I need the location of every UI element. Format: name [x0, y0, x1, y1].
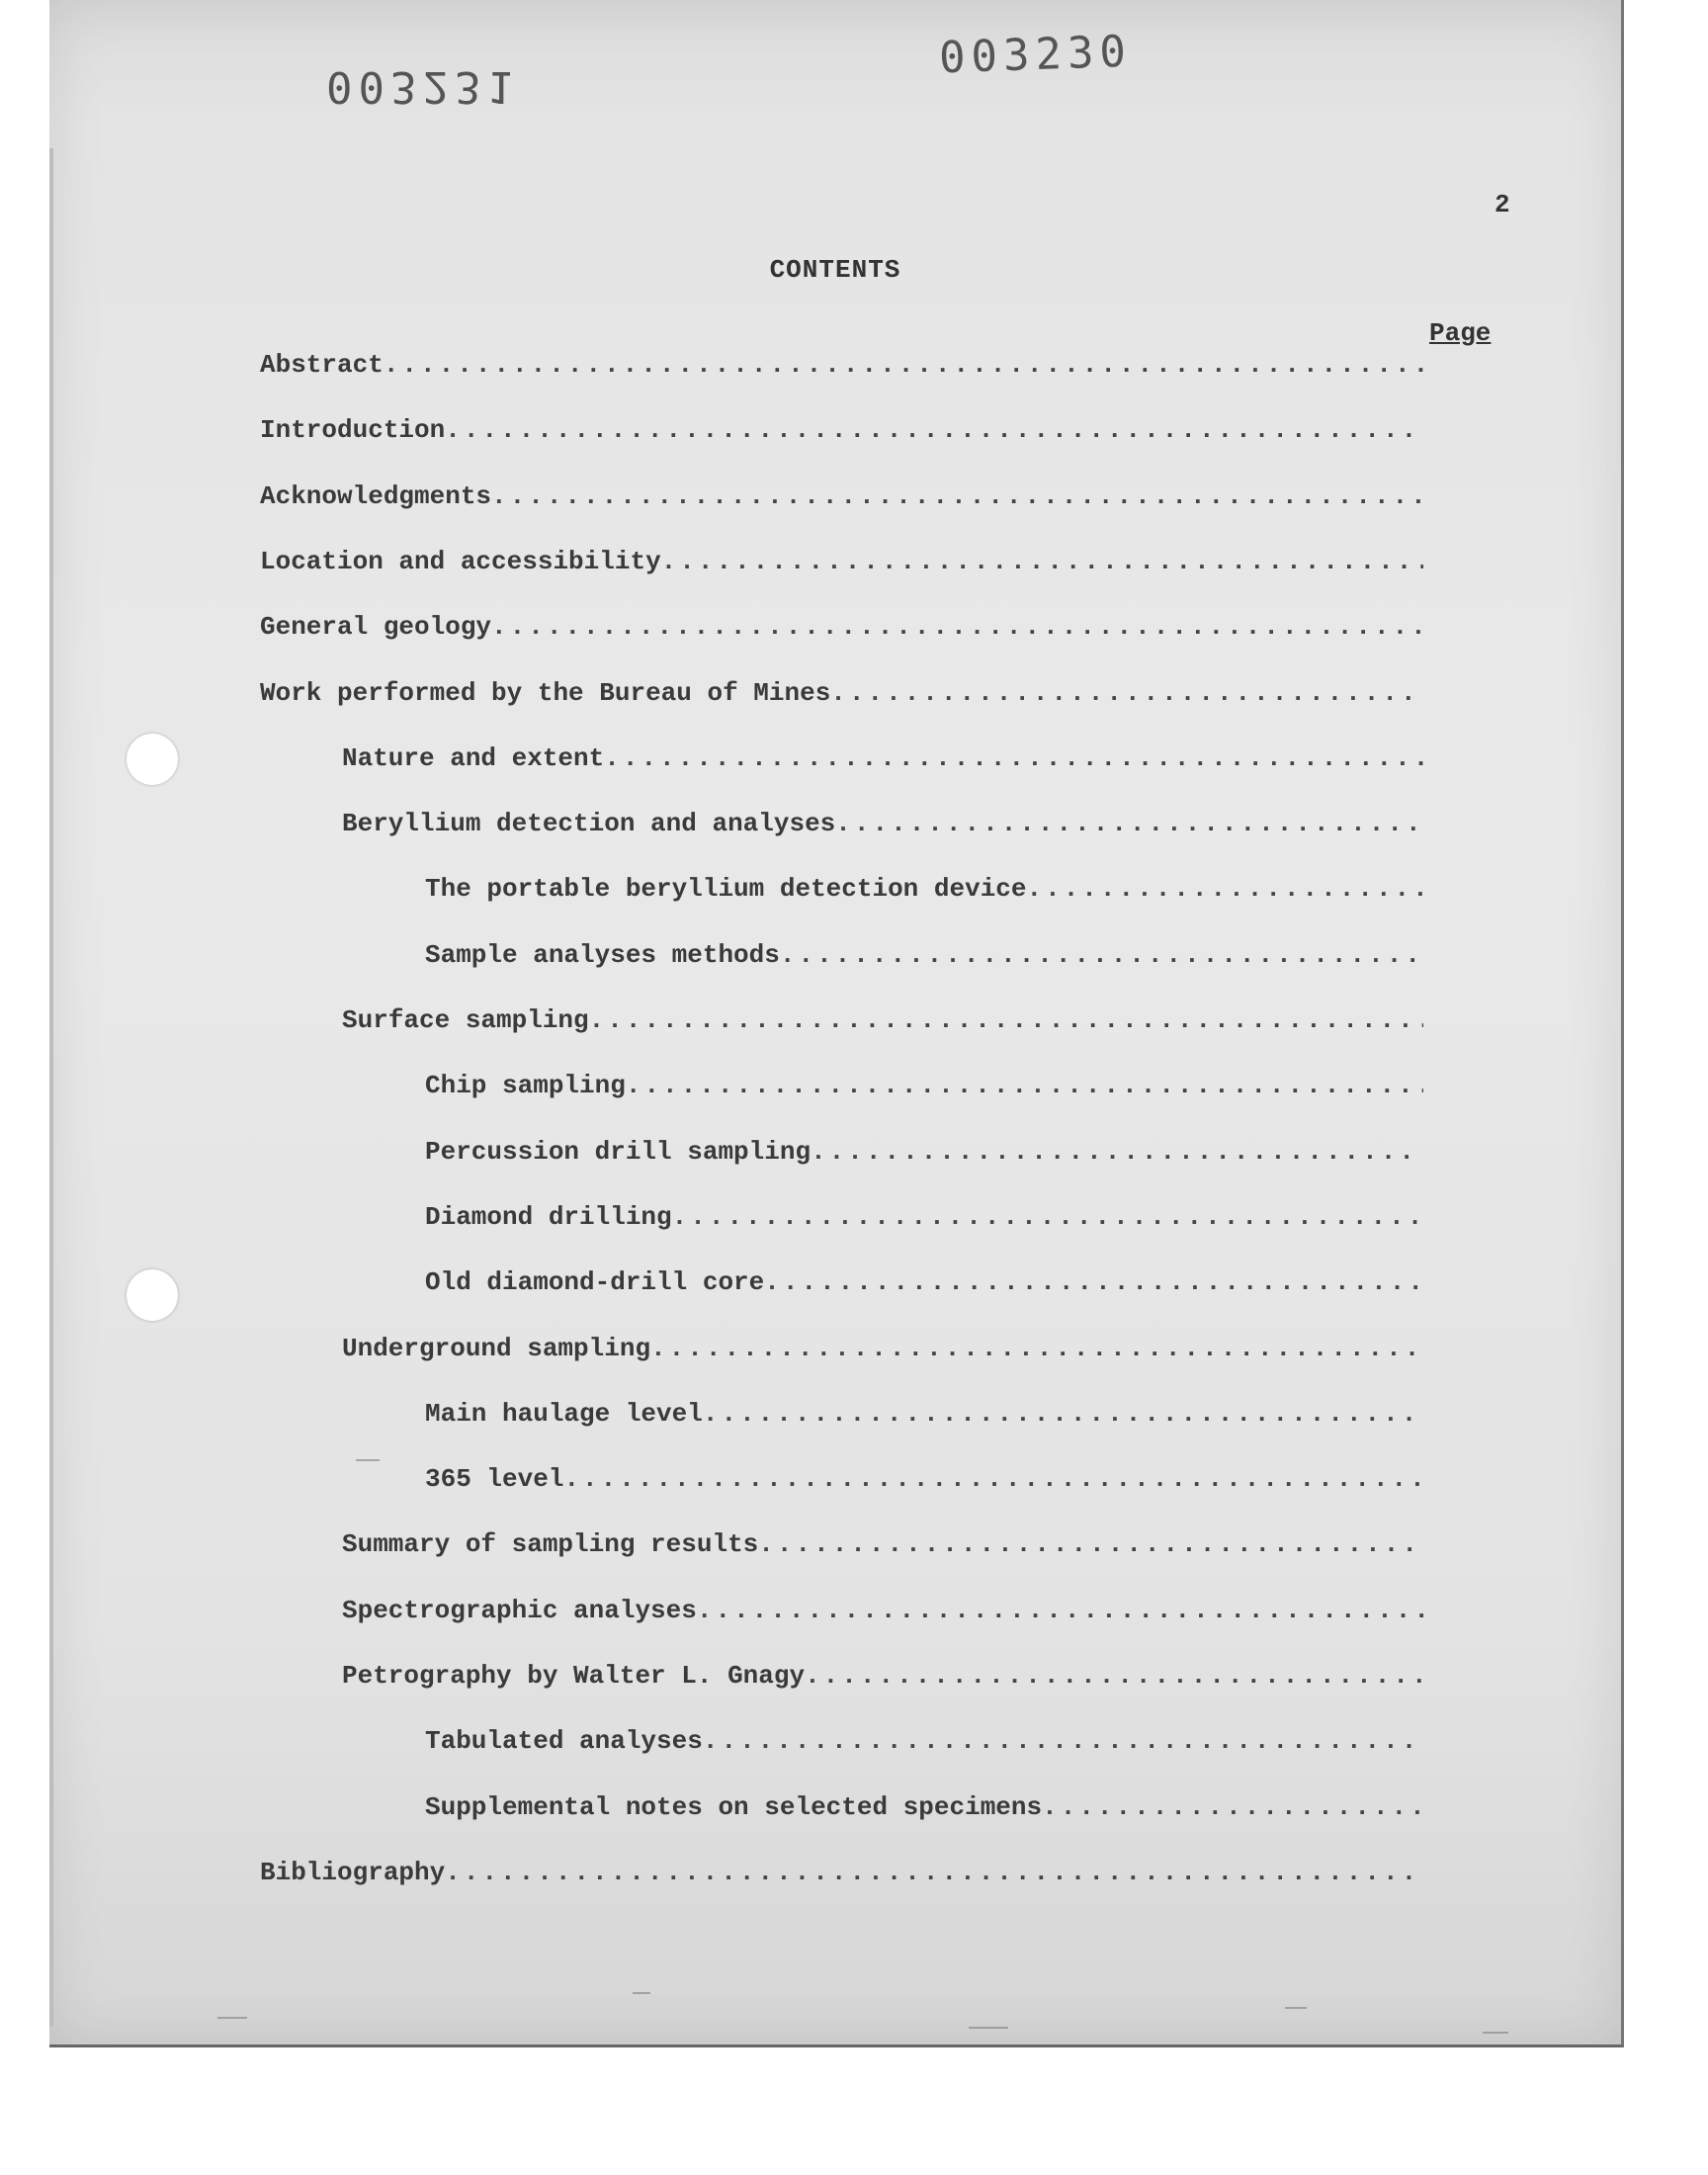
toc-entry	[342, 1005, 1423, 1045]
toc-entry	[260, 547, 1423, 586]
toc-entry	[260, 481, 1423, 521]
toc-entry-label: Diamond drilling	[425, 1201, 672, 1232]
scan-speckle	[356, 1459, 380, 1461]
dot-leader	[697, 1596, 1423, 1625]
toc-entry	[425, 1071, 1423, 1110]
toc-entry	[260, 612, 1423, 652]
dot-leader	[491, 612, 1423, 642]
dot-leader	[1042, 1792, 1423, 1822]
toc-entry	[425, 940, 1423, 980]
toc-entry	[425, 1267, 1423, 1307]
dot-leader	[672, 1202, 1423, 1232]
toc-entry-label: Percussion drill sampling	[425, 1136, 811, 1167]
toc-entry-label: Introduction	[260, 415, 446, 446]
toc-entry-label: Abstract	[260, 350, 384, 380]
toc-entry-label: Spectrographic analyses	[342, 1595, 697, 1625]
toc-entry-label: Old diamond-drill core	[425, 1267, 765, 1298]
toc-entry-label: The portable beryllium detection device	[425, 874, 1027, 905]
contents-title: CONTENTS	[769, 255, 901, 285]
toc-entry	[425, 1399, 1423, 1438]
toc-entry	[425, 874, 1423, 914]
punch-hole	[127, 734, 178, 785]
dot-leader	[805, 1661, 1423, 1691]
dot-leader	[703, 1399, 1423, 1429]
dot-leader	[835, 809, 1423, 838]
toc-entry-label: Acknowledgments	[260, 480, 492, 511]
dot-leader	[1027, 874, 1424, 904]
handwritten-document-number: 003230	[938, 26, 1133, 84]
toc-entry	[260, 350, 1423, 390]
dot-leader	[764, 1267, 1423, 1297]
toc-entry	[425, 1202, 1423, 1242]
toc-entry-label: Petrography by Walter L. Gnagy	[342, 1661, 806, 1691]
dot-leader	[491, 481, 1423, 511]
dot-leader	[626, 1071, 1423, 1100]
toc-entry-label: General geology	[260, 612, 492, 643]
toc-entry-label: Beryllium detection and analyses	[342, 809, 836, 839]
toc-entry-label: Bibliography	[260, 1857, 446, 1887]
toc-entry	[342, 1529, 1423, 1569]
toc-entry-label: Location and accessibility	[260, 546, 661, 576]
toc-entry	[342, 1334, 1423, 1373]
dot-leader	[780, 940, 1423, 970]
dot-leader	[811, 1137, 1423, 1167]
toc-entry-label: Sample analyses methods	[425, 939, 780, 970]
dot-leader	[661, 547, 1423, 576]
scan-speckle	[633, 1992, 650, 1994]
page-column-header: Page	[1429, 318, 1492, 348]
scan-speckle	[1285, 2007, 1307, 2009]
toc-entry-label: Chip sampling	[425, 1071, 626, 1101]
toc-entry	[260, 678, 1423, 718]
toc-entry-label: 365 level	[425, 1464, 564, 1495]
toc-entry	[425, 1726, 1423, 1766]
toc-entry-label: Surface sampling	[342, 1005, 589, 1035]
scan-speckle	[217, 2017, 247, 2019]
toc-entry	[260, 1858, 1423, 1897]
dot-leader	[703, 1726, 1423, 1756]
toc-entry	[342, 809, 1423, 848]
dot-leader	[445, 1858, 1423, 1887]
scan-speckle	[969, 2027, 1008, 2029]
toc-entry	[260, 415, 1423, 455]
handwritten-document-number: 003231	[326, 61, 519, 112]
punch-hole	[127, 1269, 178, 1321]
dot-leader	[384, 350, 1423, 380]
toc-entry	[425, 1464, 1423, 1504]
dot-leader	[445, 415, 1423, 445]
dot-leader	[589, 1005, 1423, 1035]
toc-entry	[342, 1596, 1423, 1635]
toc-entry-label: Tabulated analyses	[425, 1726, 703, 1757]
toc-entry-label: Underground sampling	[342, 1333, 651, 1363]
toc-entry	[425, 1792, 1423, 1832]
dot-leader	[758, 1529, 1423, 1559]
dot-leader	[604, 743, 1423, 773]
toc-entry-label: Main haulage level	[425, 1398, 703, 1429]
toc-entry	[342, 743, 1423, 783]
toc-entry	[342, 1661, 1423, 1700]
dot-leader	[650, 1334, 1423, 1363]
toc-entry-label: Work performed by the Bureau of Mines	[260, 677, 831, 708]
page-edge	[49, 148, 53, 2027]
dot-leader	[830, 678, 1423, 708]
toc-entry-label: Nature and extent	[342, 742, 605, 773]
scan-speckle	[1483, 2032, 1508, 2034]
toc-entry-label: Summary of sampling results	[342, 1529, 759, 1560]
toc-entry-label: Supplemental notes on selected specimens	[425, 1791, 1043, 1822]
toc-entry	[425, 1137, 1423, 1176]
dot-leader	[563, 1464, 1423, 1494]
page-number: 2	[1494, 190, 1510, 219]
